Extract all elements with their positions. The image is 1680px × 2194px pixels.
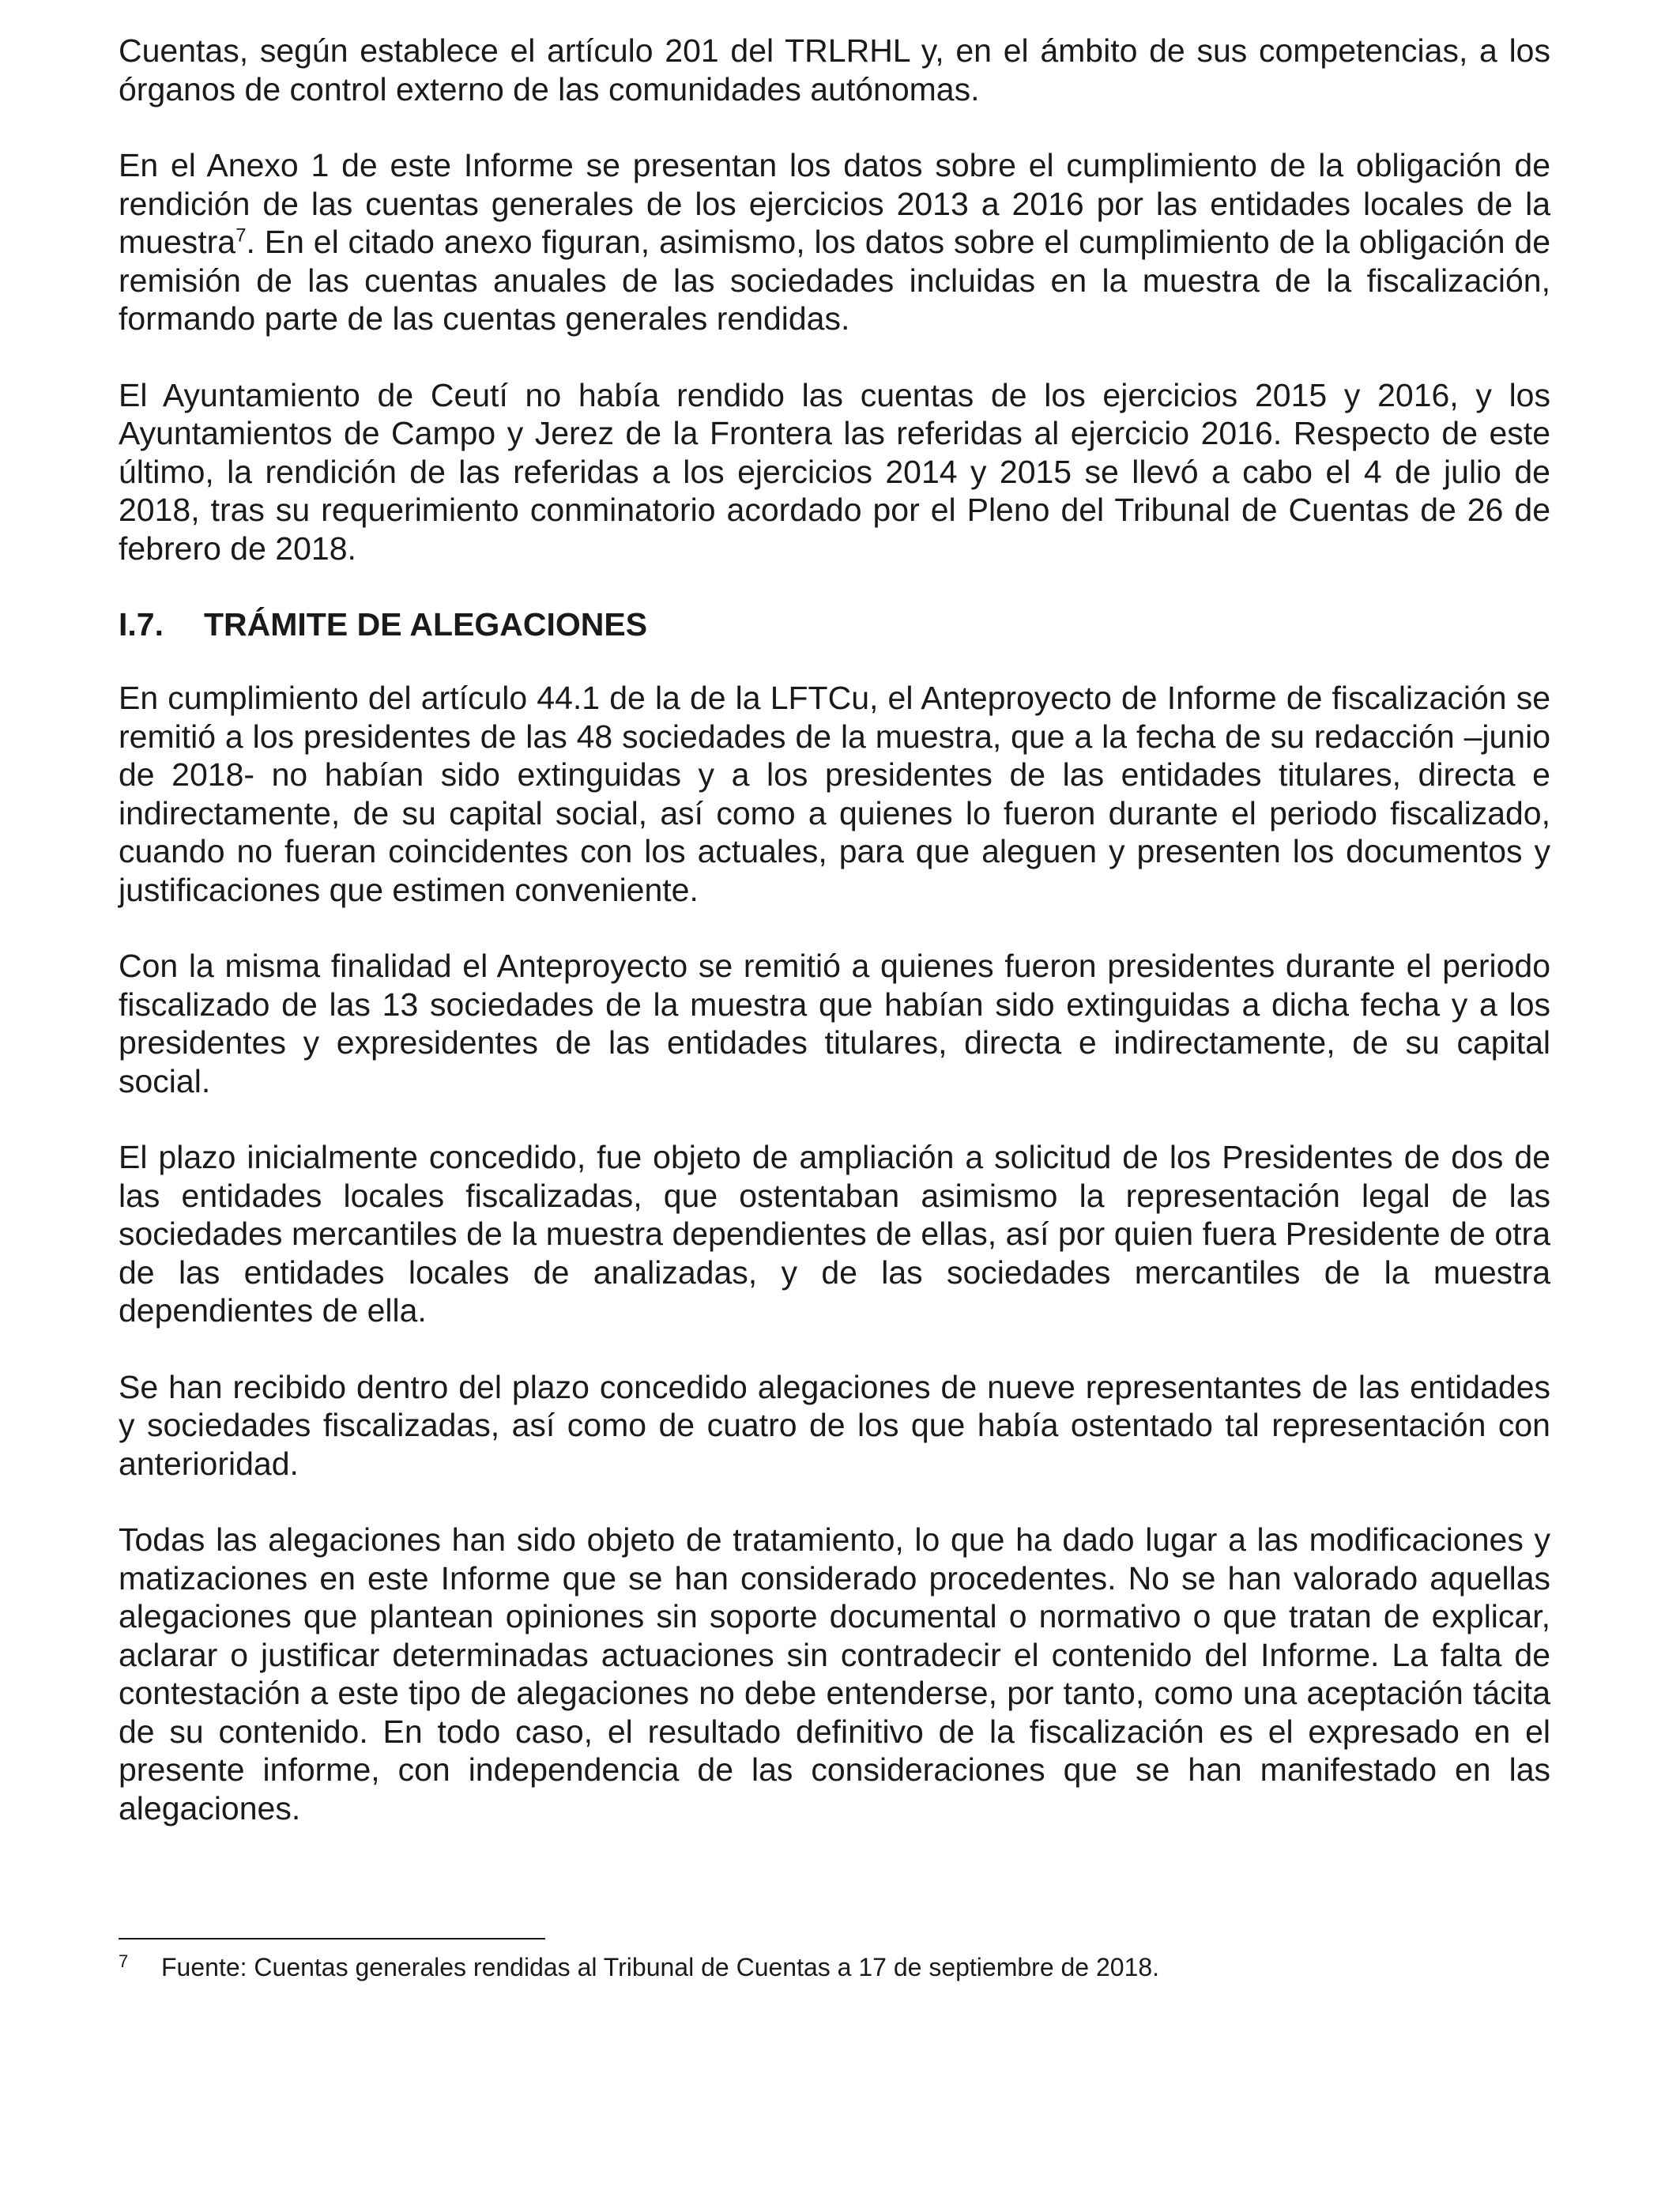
- footnote-separator: [119, 1938, 545, 1940]
- footnote: [119, 1951, 1550, 1983]
- paragraph-misma-finalidad: Con la misma finalidad el Anteproyecto se remitió a quienes fueron presidentes durante el periodo fiscalizado de las 13 sociedades de la muestra que habían sido extinguidas a dicha fecha y a los presidentes y expresidentes de las entidades titulares, directa e indirectamente, de su capital social.: [119, 948, 1550, 1099]
- footnote-mark: 7: [119, 1951, 129, 1971]
- paragraph-tratamiento-alegaciones: Todas las alegaciones han sido objeto de tratamiento, lo que ha dado lugar a las modificaciones y matizaciones en este Informe que se han considerado procedentes. No se han valorado aquellas alegaciones que plantean opiniones sin soporte documental o normativo o que tratan de explicar, aclarar o justificar determinadas actuaciones sin contradecir el contenido del Informe. La falta de contestación a este tipo de alegaciones no debe entenderse, por tanto, como una aceptación tácita de su contenido. En todo caso, el resultado definitivo de la fiscalización es el expresado en el presente informe, con independencia de las consideraciones que se han manifestado en las alegaciones.: [119, 1521, 1550, 1826]
- paragraph-anexo-1-text: En el Anexo 1 de este Informe se presentan los datos sobre el cumplimiento de la obligación de rendición de las cuentas generales de los ejercicios 2013 a 2016 por las entidades locales de la muestra: [119, 147, 1550, 260]
- document-body: [119, 32, 1550, 1865]
- footnote-reference: 7: [235, 224, 247, 247]
- paragraph-cuentas-articulo-201: Cuentas, según establece el artículo 201 del TRLRHL y, en el ámbito de sus competencias, a los órganos de control externo de las comunidades autónomas.: [119, 32, 1550, 107]
- paragraph-anexo-1-continuation: . En el citado anexo figuran, asimismo, los datos sobre el cumplimiento de la obligación de remisión de las cuentas anuales de las sociedades incluidas en la muestra de la fiscalización, formando parte de las cuentas generales rendidas.: [119, 224, 1550, 337]
- paragraph-plazo-ampliacion: El plazo inicialmente concedido, fue objeto de ampliación a solicitud de los Presidentes de dos de las entidades locales fiscalizadas, que ostentaban asimismo la representación legal de las sociedades mercantiles de la muestra dependientes de ellas, así por quien fuera Presidente de otra de las entidades locales de analizadas, y de las sociedades mercantiles de la muestra dependientes de ella.: [119, 1139, 1550, 1329]
- paragraph-anexo-1: [119, 146, 1550, 338]
- section-title: TRÁMITE DE ALEGACIONES: [204, 606, 648, 643]
- footnote-text: Fuente: Cuentas generales rendidas al Tribunal de Cuentas a 17 de septiembre de 2018.: [161, 1953, 1160, 1981]
- section-number: I.7.: [119, 606, 164, 643]
- section-heading: [119, 605, 1550, 643]
- paragraph-cumplimiento-articulo-44: En cumplimiento del artículo 44.1 de la de la LFTCu, el Anteproyecto de Informe de fiscalización se remitió a los presidentes de las 48 sociedades de la muestra, que a la fecha de su redacción –junio de 2018- no habían sido extinguidas y a los presidentes de las entidades titulares, directa e indirectamente, de su capital social, así como a quienes lo fueron durante el periodo fiscalizado, cuando no fueran coincidentes con los actuales, para que aleguen y presenten los documentos y justificaciones que estimen conveniente.: [119, 680, 1550, 908]
- paragraph-ayuntamiento-ceuti: El Ayuntamiento de Ceutí no había rendido las cuentas de los ejercicios 2015 y 2016, y los Ayuntamientos de Campo y Jerez de la Frontera las referidas al ejercicio 2016. Respecto de este último, la rendición de las referidas a los ejercicios 2014 y 2015 se llevó a cabo el 4 de julio de 2018, tras su requerimiento conminatorio acordado por el Pleno del Tribunal de Cuentas de 26 de febrero de 2018.: [119, 376, 1550, 567]
- paragraph-alegaciones-recibidas: Se han recibido dentro del plazo concedido alegaciones de nueve representantes de las entidades y sociedades fiscalizadas, así como de cuatro de los que había ostentado tal representación con anterioridad.: [119, 1368, 1550, 1482]
